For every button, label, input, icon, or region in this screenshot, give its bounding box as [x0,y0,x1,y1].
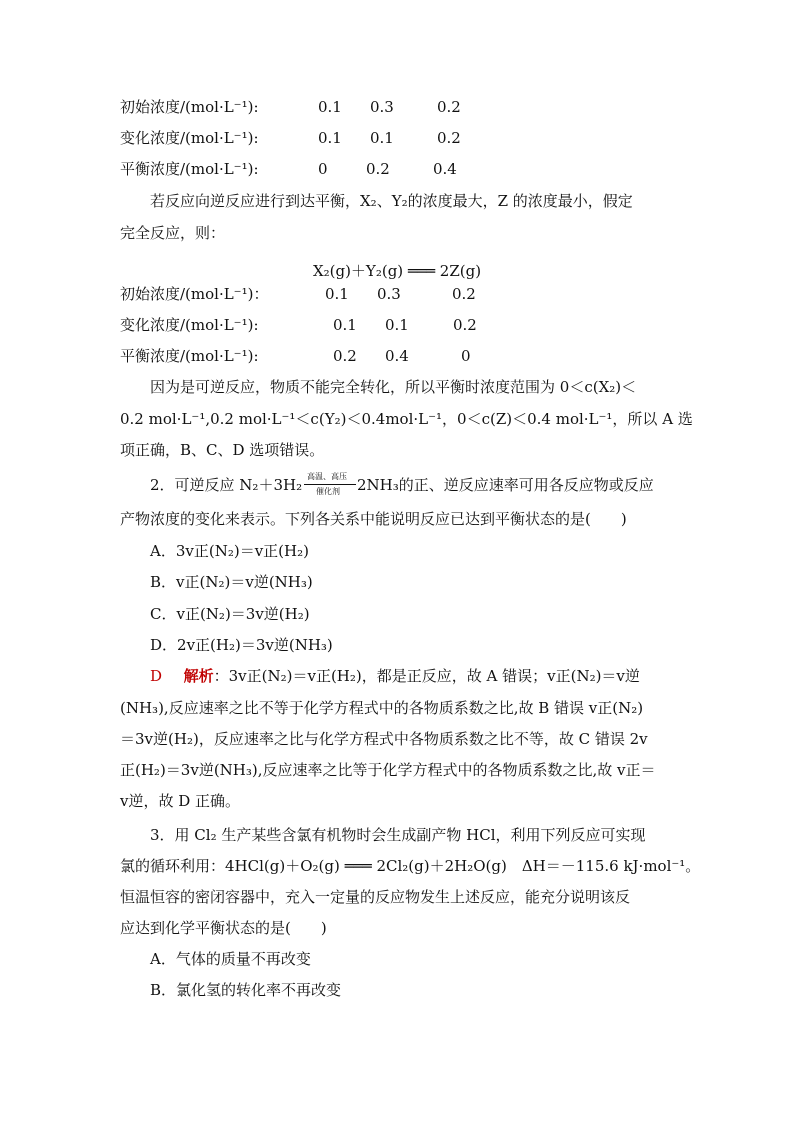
row-change-y2: 0.1 [385,316,409,334]
question-3-line: 应达到化学平衡状态的是( ) [120,919,327,937]
row-initial-x2: 0.1 [318,98,342,116]
option-a: A．3v正(N₂)＝v正(H₂) [150,542,309,560]
reaction-equation: X₂(g)＋Y₂(g) ═══ 2Z(g) [312,262,482,280]
row-initial-label: 初始浓度/(mol·L⁻¹)： [120,285,269,303]
row-equilibrium-x2: 0 [318,160,328,178]
reaction-condition-bottom: 催化剂 [316,487,340,496]
paragraph-line: 0.2 mol·L⁻¹,0.2 mol·L⁻¹＜c(Y₂)＜0.4mol·L⁻¹，0＜c(Z)＜0.4 mol·L⁻¹，所以 A 选 [120,410,693,428]
row-equilibrium-x2: 0.2 [333,347,357,365]
paragraph-line: 因为是可逆反应，物质不能完全转化，所以平衡时浓度范围为 0＜c(X₂)＜ [150,378,637,396]
paragraph-line: 完全反应，则： [120,224,226,242]
row-change-z: 0.2 [437,129,461,147]
paragraph-line: 若反应向逆反应进行到达平衡，X₂、Y₂的浓度最大，Z 的浓度最小，假定 [150,192,633,210]
row-change-z: 0.2 [453,316,477,334]
row-initial-y2: 0.3 [370,98,394,116]
question-3-line: 氯的循环利用：4HCl(g)＋O₂(g) ═══ 2Cl₂(g)＋2H₂O(g) ΔH＝－115.6 kJ·mol⁻¹。 [120,857,701,875]
question-2-line: 产物浓度的变化来表示。下列各关系中能说明反应已达到平衡状态的是( ) [120,510,627,528]
row-initial-y2: 0.3 [377,285,401,303]
row-initial-z: 0.2 [452,285,476,303]
row-change-x2: 0.1 [333,316,357,334]
option-c: C．v正(N₂)＝3v逆(H₂) [150,605,310,623]
row-initial-z: 0.2 [437,98,461,116]
option-a: A．气体的质量不再改变 [150,950,311,968]
analysis-tag: 解析 [183,667,214,685]
option-b: B．氯化氢的转化率不再改变 [150,981,342,999]
row-equilibrium-y2: 0.2 [366,160,390,178]
row-equilibrium-label: 平衡浓度/(mol·L⁻¹): [120,347,259,365]
reaction-condition-top: 高温、高压 [307,472,347,481]
row-change-x2: 0.1 [318,129,342,147]
row-equilibrium-z: 0 [461,347,471,365]
row-change-y2: 0.1 [370,129,394,147]
paragraph-line: 项正确，B、C、D 选项错误。 [120,441,325,459]
row-equilibrium-y2: 0.4 [385,347,409,365]
row-change-label: 变化浓度/(mol·L⁻¹): [120,129,259,147]
row-equilibrium-label: 平衡浓度/(mol·L⁻¹): [120,160,259,178]
row-initial-label: 初始浓度/(mol·L⁻¹): [120,98,259,116]
analysis-line: ＝3v逆(H₂)，反应速率之比与化学方程式中各物质系数之比不等，故 C 错误 2v [120,730,648,748]
analysis-text: ：3v正(N₂)＝v正(H₂)，都是正反应，故 A 错误；v正(N₂)＝v逆 [213,667,640,685]
analysis-line: v逆，故 D 正确。 [120,792,241,810]
reaction-arrow [304,484,356,485]
analysis-line: (NH₃),反应速率之比不等于化学方程式中的各物质系数之比,故 B 错误 v正(N₂) [120,699,644,717]
option-d: D．2v正(H₂)＝3v逆(NH₃) [150,636,333,654]
question-3-line: 3．用 Cl₂ 生产某些含氯有机物时会生成副产物 HCl，利用下列反应可实现 [150,826,646,844]
row-equilibrium-z: 0.4 [433,160,457,178]
row-initial-x2: 0.1 [325,285,349,303]
option-b: B．v正(N₂)＝v逆(NH₃) [150,573,313,591]
answer-letter: D [150,667,163,685]
question-3-line: 恒温恒容的密闭容器中，充入一定量的反应物发生上述反应，能充分说明该反 [120,888,631,906]
row-change-label: 变化浓度/(mol·L⁻¹): [120,316,259,334]
question-2-start: 2．可逆反应 N₂＋3H₂ [150,476,303,494]
answer-line [150,666,640,686]
question-2-end: 2NH₃的正、逆反应速率可用各反应物或反应 [357,476,654,494]
analysis-line: 正(H₂)＝3v逆(NH₃),反应速率之比等于化学方程式中的各物质系数之比,故 v正＝ [120,761,656,779]
